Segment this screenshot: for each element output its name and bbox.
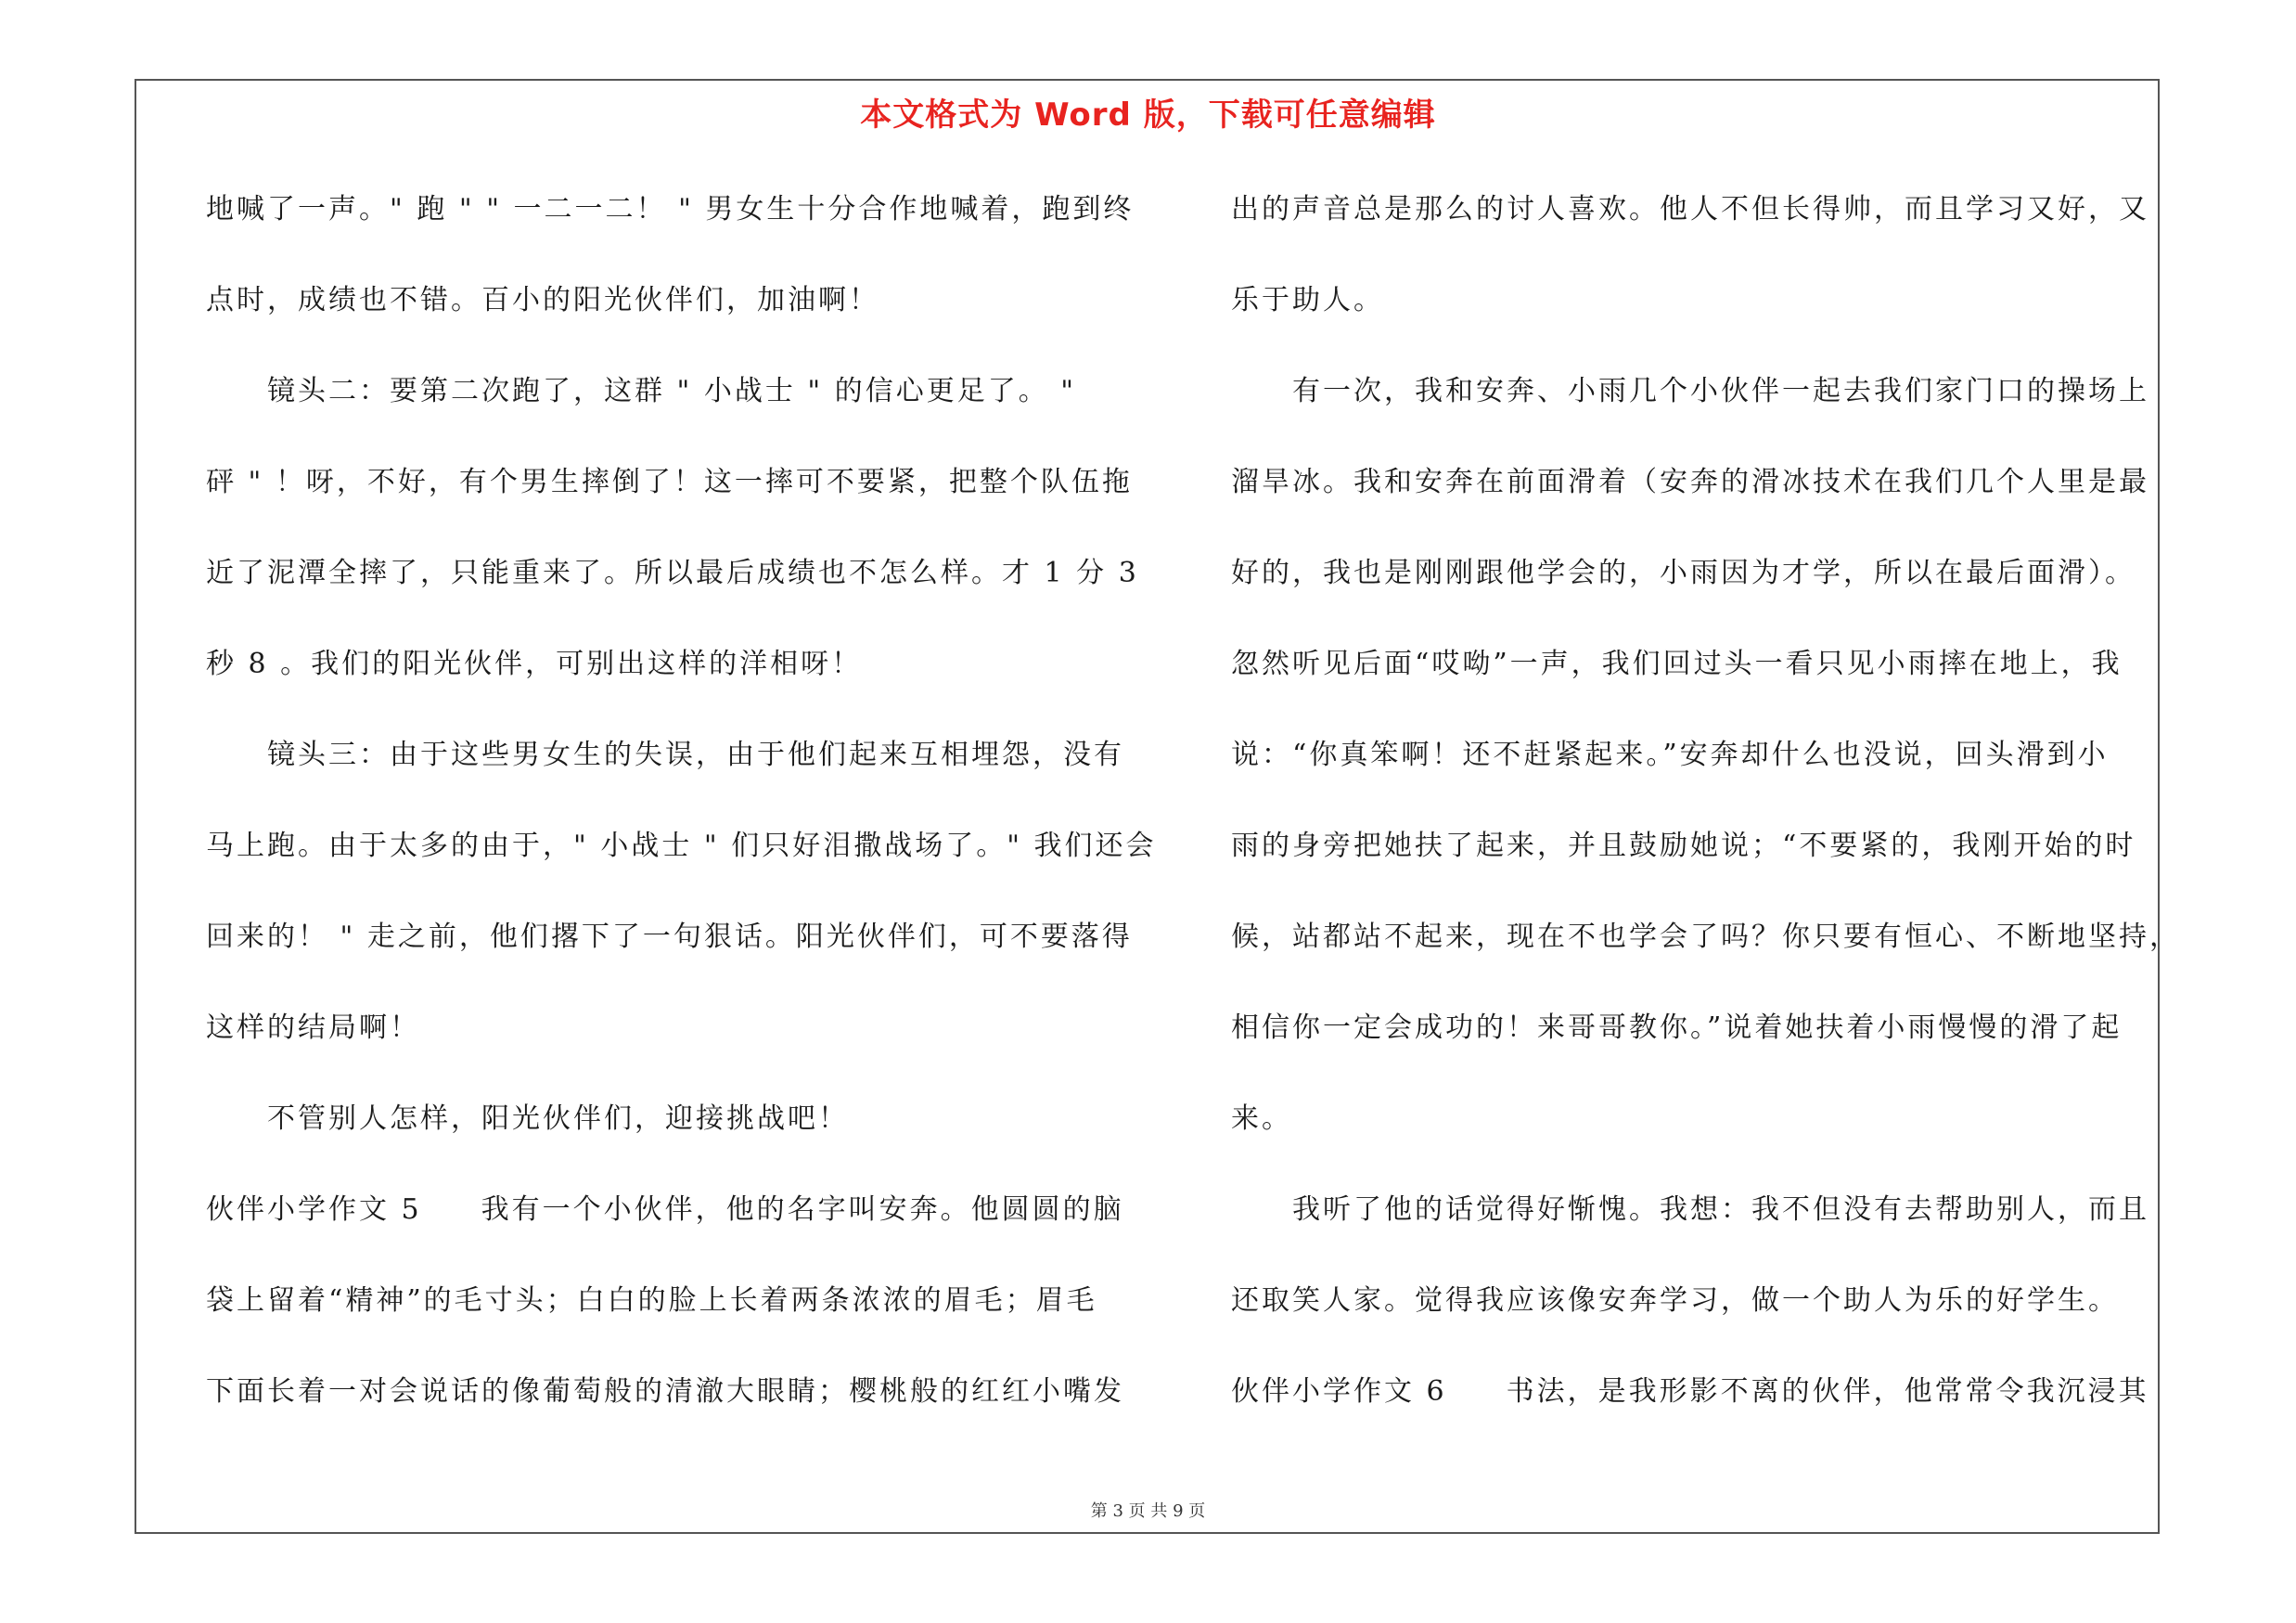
text-line: 雨的身旁把她扶了起来，并且鼓励她说；“不要紧的，我刚开始的时 bbox=[1231, 830, 2136, 862]
essay-first-text: 书法，是我形影不离的伙伴，他常常令我沉浸其 bbox=[1506, 1375, 2149, 1408]
text-line: 砰 " ！呀，不好，有个男生摔倒了！这一摔可不要紧，把整个队伍拖 bbox=[206, 466, 1133, 498]
text-line: 下面长着一对会说话的像葡萄般的清澈大眼睛；樱桃般的红红小嘴发 bbox=[206, 1375, 1124, 1408]
essay-first-text: 我有一个小伙伴，他的名字叫安奔。他圆圆的脑 bbox=[481, 1193, 1124, 1226]
essay-heading-line bbox=[1231, 1364, 2149, 1455]
text-line: 乐于助人。 bbox=[1231, 284, 1384, 316]
text-line: 忽然听见后面“哎呦”一声，我们回过头一看只见小雨摔在地上，我 bbox=[1231, 648, 2123, 680]
paragraph-start-line: 镜头三：由于这些男女生的失误，由于他们起来互相埋怨，没有 bbox=[267, 739, 1124, 771]
paragraph-start-line: 镜头二：要第二次跑了，这群 " 小战士 " 的信心更足了。 " bbox=[267, 375, 1077, 407]
page-number-footer: 第 3 页 共 9 页 bbox=[1090, 1501, 1206, 1521]
text-line: 袋上留着“精神”的毛寸头；白白的脸上长着两条浓浓的眉毛；眉毛 bbox=[206, 1284, 1097, 1317]
text-line: 地喊了一声。" 跑 " " 一二一二！ " 男女生十分合作地喊着，跑到终 bbox=[206, 193, 1135, 225]
text-line: 马上跑。由于太多的由于，" 小战士 " 们只好泪撒战场了。" 我们还会 bbox=[206, 830, 1157, 862]
text-line: 相信你一定会成功的！来哥哥教你。”说着她扶着小雨慢慢的滑了起 bbox=[1231, 1011, 2123, 1044]
essay-title: 伙伴小学作文 5 bbox=[206, 1193, 422, 1226]
text-line: 出的声音总是那么的讨人喜欢。他人不但长得帅，而且学习又好，又 bbox=[1231, 193, 2149, 225]
right-column bbox=[1231, 182, 2180, 1455]
text-line: 近了泥潭全摔了，只能重来了。所以最后成绩也不怎么样。才 1 分 3 bbox=[206, 557, 1139, 589]
paragraph-start-line: 有一次，我和安奔、小雨几个小伙伴一起去我们家门口的操场上 bbox=[1292, 375, 2149, 407]
text-line: 说：“你真笨啊！还不赶紧起来。”安奔却什么也没说，回头滑到小 bbox=[1231, 739, 2109, 771]
text-line: 还取笑人家。觉得我应该像安奔学习，做一个助人为乐的好学生。 bbox=[1231, 1284, 2119, 1317]
text-line: 溜旱冰。我和安奔在前面滑着（安奔的滑冰技术在我们几个人里是最 bbox=[1231, 466, 2149, 498]
text-line: 好的，我也是刚刚跟他学会的，小雨因为才学，所以在最后面滑）。 bbox=[1231, 557, 2136, 589]
text-line: 候，站都站不起来，现在不也学会了吗？你只要有恒心、不断地坚持， bbox=[1231, 921, 2180, 953]
essay-heading-line bbox=[206, 1182, 1124, 1273]
text-line: 这样的结局啊！ bbox=[206, 1011, 420, 1044]
essay-title: 伙伴小学作文 6 bbox=[1231, 1375, 1447, 1408]
text-line: 回来的！ " 走之前，他们撂下了一句狠话。阳光伙伴们，可不要落得 bbox=[206, 921, 1133, 953]
paragraph-start-line: 我听了他的话觉得好惭愧。我想：我不但没有去帮助别人，而且 bbox=[1292, 1193, 2149, 1226]
text-line: 来。 bbox=[1231, 1102, 1292, 1135]
text-line: 点时，成绩也不错。百小的阳光伙伴们，加油啊！ bbox=[206, 284, 879, 316]
paragraph-start-line: 不管别人怎样，阳光伙伴们，迎接挑战吧！ bbox=[267, 1102, 849, 1135]
left-column bbox=[206, 182, 1157, 1455]
format-banner: 本文格式为 Word 版，下载可任意编辑 bbox=[860, 97, 1436, 134]
text-line: 秒 8 。我们的阳光伙伴，可别出这样的洋相呀！ bbox=[206, 648, 863, 680]
